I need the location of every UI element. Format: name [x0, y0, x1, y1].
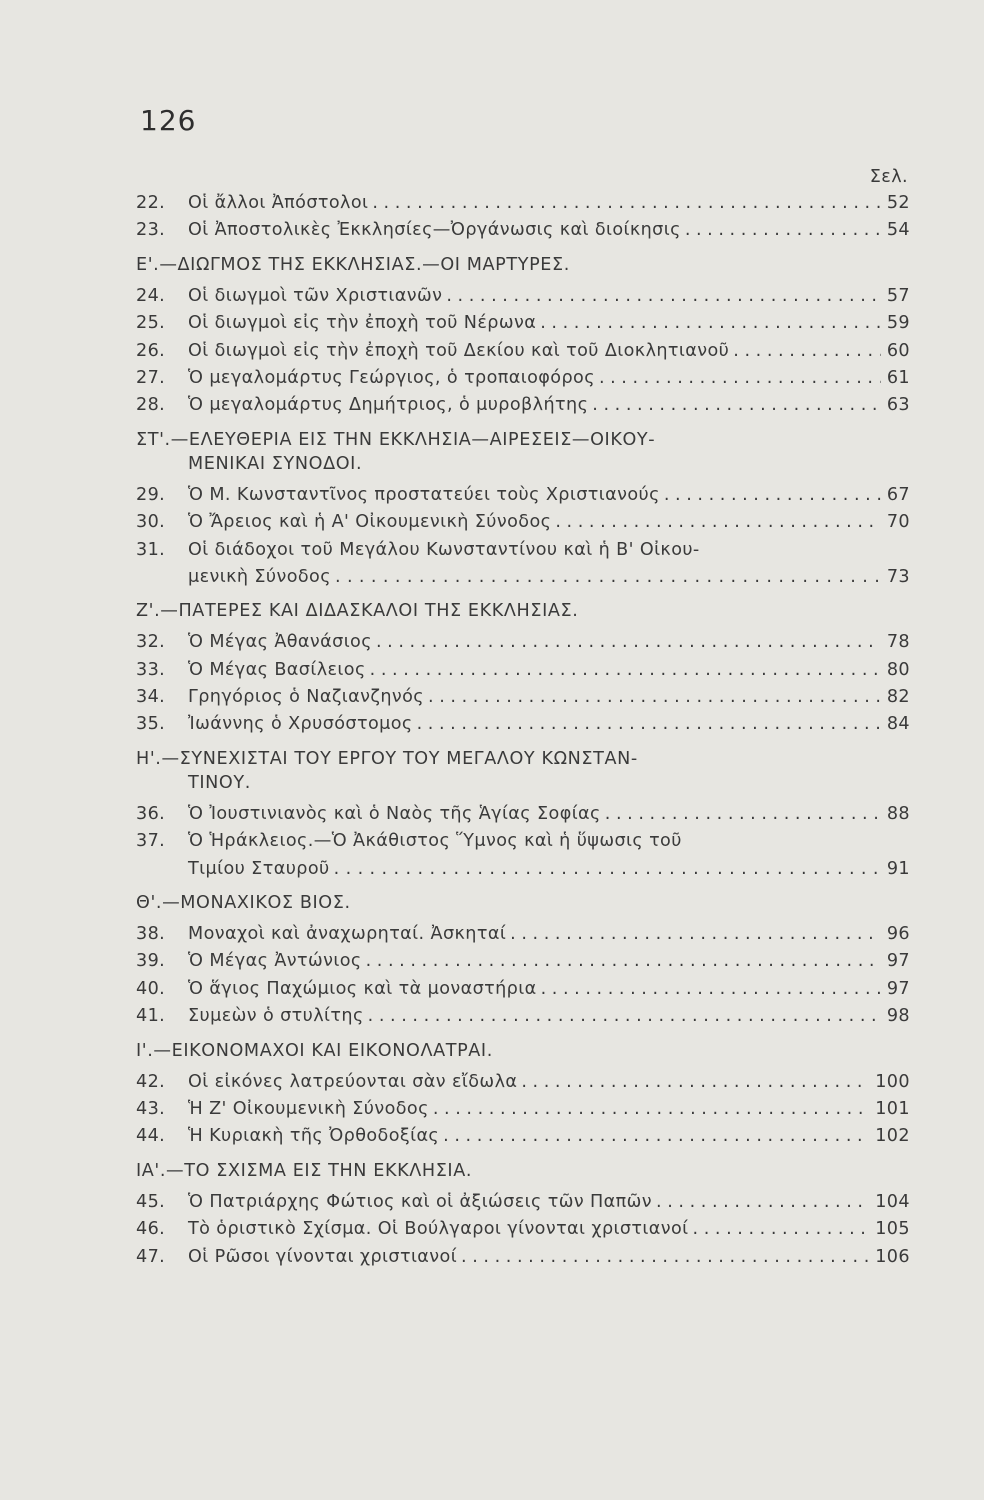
leader-dots	[366, 948, 881, 975]
entry-title: Ὁ Μέγας Βασίλειος	[188, 659, 366, 680]
entry-title: Γρηγόριος ὁ Ναζιανζηνός	[188, 687, 425, 708]
entry-title: Ὁ Μ. Κωνσταντῖνος προστατεύει τοὺς Χριστιανούς	[188, 484, 660, 505]
toc-entry	[136, 948, 910, 975]
leader-dots	[334, 856, 881, 883]
section-heading: ΣΤ'.—ΕΛΕΥΘΕΡΙΑ ΕΙΣ ΤΗΝ ΕΚΚΛΗΣΙΑ—ΑΙΡΕΣΕΙΣ—ΟΙΚΟΥ-	[136, 429, 656, 450]
toc-entry	[136, 1244, 910, 1271]
entry-number: 34.	[136, 687, 166, 708]
leader-dots	[592, 392, 881, 419]
entry-number: 43.	[136, 1098, 166, 1119]
entry-number: 40.	[136, 978, 166, 999]
entry-title: Ὁ μεγαλομάρτυς Γεώργιος, ὁ τροπαιοφόρος	[188, 367, 595, 388]
entry-page: 63	[886, 395, 910, 416]
toc-entry	[136, 482, 910, 509]
leader-dots	[417, 711, 881, 738]
section-heading-continuation: ΤΙΝΟΥ.	[188, 772, 251, 793]
entry-title: Οἱ Ρῶσοι γίνονται χριστιανοί	[188, 1246, 458, 1267]
section-heading: Ε'.—ΔΙΩΓΜΟΣ ΤΗΣ ΕΚΚΛΗΣΙΑΣ.—ΟΙ ΜΑΡΤΥΡΕΣ.	[136, 254, 570, 275]
section-heading-continuation: ΜΕΝΙΚΑΙ ΣΥΝΟΔΟΙ.	[188, 453, 363, 474]
leader-dots	[376, 629, 881, 656]
leader-dots	[461, 1244, 869, 1271]
entry-title: Ὁ Ἰουστινιανὸς καὶ ὁ Ναὸς τῆς Ἁγίας Σοφίας	[188, 803, 601, 824]
leader-dots	[605, 801, 881, 828]
entry-page: 97	[886, 978, 910, 999]
entry-title-continuation: μενικὴ Σύνοδος	[188, 566, 331, 587]
entry-number: 39.	[136, 951, 166, 972]
entry-page: 52	[886, 193, 910, 213]
leader-dots	[685, 217, 881, 244]
entry-number: 47.	[136, 1246, 166, 1267]
entry-page: 73	[886, 566, 910, 587]
toc-entry	[136, 801, 910, 828]
entry-page: 84	[886, 714, 910, 735]
leader-dots	[335, 564, 881, 591]
toc-entry	[136, 657, 910, 684]
toc-entry	[136, 392, 910, 419]
entry-title: Ἡ Κυριακὴ τῆς Ὀρθοδοξίας	[188, 1126, 440, 1147]
entry-title: Οἱ διάδοχοι τοῦ Μεγάλου Κωνσταντίνου καὶ ἡ Β' Οἰκου-	[188, 539, 700, 560]
entry-title: Συμεὼν ὁ στυλίτης	[188, 1006, 364, 1027]
entry-number: 29.	[136, 484, 166, 505]
leader-dots	[599, 365, 881, 392]
leader-dots	[368, 1003, 881, 1030]
entry-number: 31.	[136, 539, 166, 560]
entry-title: Μοναχοὶ καὶ ἀναχωρηταί. Ἀσκηταί	[188, 924, 507, 945]
toc-entry	[136, 1216, 910, 1243]
leader-dots	[510, 921, 881, 948]
entry-number: 45.	[136, 1191, 166, 1212]
entry-page: 78	[886, 632, 910, 653]
entry-title: Ἰωάννης ὁ Χρυσόστομος	[188, 714, 413, 735]
page-column-header: Σελ.	[869, 167, 908, 187]
entry-number: 25.	[136, 313, 166, 334]
toc-entry-continuation	[136, 564, 910, 591]
entry-page: 96	[886, 924, 910, 945]
entry-number: 33.	[136, 659, 166, 680]
entry-page: 67	[886, 484, 910, 505]
entry-page: 57	[886, 285, 910, 306]
toc-entry	[136, 190, 910, 217]
entry-title: Οἱ διωγμοὶ εἰς τὴν ἐποχὴ τοῦ Νέρωνα	[188, 313, 537, 334]
toc-entry	[136, 684, 910, 711]
entry-page: 106	[875, 1246, 910, 1267]
toc-entry	[136, 217, 910, 244]
leader-dots	[664, 482, 881, 509]
entry-page: 97	[886, 951, 910, 972]
table-of-contents	[136, 164, 910, 1271]
entry-number: 30.	[136, 512, 166, 533]
toc-entry	[136, 310, 910, 337]
entry-page: 61	[886, 367, 910, 388]
leader-dots	[370, 657, 881, 684]
section-heading: ΙΑ'.—ΤΟ ΣΧΙΣΜΑ ΕΙΣ ΤΗΝ ΕΚΚΛΗΣΙΑ.	[136, 1160, 473, 1181]
entry-page: 60	[886, 340, 910, 361]
toc-entry	[136, 1069, 910, 1096]
entry-page: 100	[875, 1071, 910, 1092]
entry-title: Οἱ διωγμοὶ εἰς τὴν ἐποχὴ τοῦ Δεκίου καὶ τοῦ Διοκλητιανοῦ	[188, 340, 730, 361]
entry-number: 41.	[136, 1006, 166, 1027]
entry-title: Οἱ Ἀποστολικὲς Ἐκκλησίες—Ὀργάνωσις καὶ διοίκησις	[188, 220, 681, 241]
toc-entry	[136, 711, 910, 738]
leader-dots	[521, 1069, 869, 1096]
entry-number: 32.	[136, 632, 166, 653]
section-heading: Η'.—ΣΥΝΕΧΙΣΤΑΙ ΤΟΥ ΕΡΓΟΥ ΤΟΥ ΜΕΓΑΛΟΥ ΚΩΝΣΤΑΝ-	[136, 748, 638, 769]
entry-title: Ὁ Ἄρειος καὶ ἡ Α' Οἰκουμενικὴ Σύνοδος	[188, 512, 552, 533]
entry-page: 101	[875, 1098, 910, 1119]
entry-title: Ὁ Πατριάρχης Φώτιος καὶ οἱ ἀξιώσεις τῶν Παπῶν	[188, 1191, 653, 1212]
entry-title: Οἱ ἄλλοι Ἀπόστολοι	[188, 193, 369, 213]
entry-title: Ὁ Μέγας Ἀντώνιος	[188, 951, 362, 972]
leader-dots	[541, 976, 881, 1003]
entry-title-continuation: Τιμίου Σταυροῦ	[188, 858, 330, 879]
entry-title: Ὁ Μέγας Ἀθανάσιος	[188, 632, 372, 653]
toc-entry	[136, 921, 910, 948]
toc-entry	[136, 1189, 910, 1216]
leader-dots	[656, 1189, 869, 1216]
entry-title: Τὸ ὁριστικὸ Σχίσμα. Οἱ Βούλγαροι γίνονται χριστιανοί	[188, 1219, 689, 1240]
toc-entry	[136, 338, 910, 365]
leader-dots	[555, 509, 880, 536]
toc-entry	[136, 1123, 910, 1150]
leader-dots	[540, 310, 881, 337]
toc-entry	[136, 1003, 910, 1030]
entry-title: Ὁ μεγαλομάρτυς Δημήτριος, ὁ μυροβλήτης	[188, 395, 589, 416]
entry-page: 70	[886, 512, 910, 533]
entry-page: 105	[875, 1219, 910, 1240]
leader-dots	[372, 190, 880, 217]
entry-number: 27.	[136, 367, 166, 388]
entry-page: 98	[886, 1006, 910, 1027]
leader-dots	[733, 338, 881, 365]
entry-number: 44.	[136, 1126, 166, 1147]
entry-page: 82	[886, 687, 910, 708]
entry-page: 91	[886, 858, 910, 879]
entry-page: 102	[875, 1126, 910, 1147]
entry-number: 24.	[136, 285, 166, 306]
toc-entry	[136, 537, 910, 564]
entry-number: 22.	[136, 193, 166, 213]
section-heading: Ι'.—ΕΙΚΟΝΟΜΑΧΟΙ ΚΑΙ ΕΙΚΟΝΟΛΑΤΡΑΙ.	[136, 1040, 493, 1061]
leader-dots	[693, 1216, 870, 1243]
toc-entry	[136, 283, 910, 310]
toc-entry	[136, 509, 910, 536]
leader-dots	[428, 684, 881, 711]
entry-title: Οἱ εἰκόνες λατρεύονται σὰν εἴδωλα	[188, 1071, 518, 1092]
toc-entry	[136, 1096, 910, 1123]
toc-entry	[136, 828, 910, 855]
entry-number: 36.	[136, 803, 166, 824]
entry-number: 28.	[136, 395, 166, 416]
entry-number: 26.	[136, 340, 166, 361]
entry-number: 23.	[136, 220, 166, 241]
entry-number: 37.	[136, 831, 166, 852]
toc-entry	[136, 365, 910, 392]
entry-title: Ἡ Ζ' Οἰκουμενικὴ Σύνοδος	[188, 1098, 429, 1119]
section-heading: Θ'.—ΜΟΝΑΧΙΚΟΣ ΒΙΟΣ.	[136, 893, 351, 914]
toc-entry	[136, 629, 910, 656]
entry-number: 35.	[136, 714, 166, 735]
section-heading: Ζ'.—ΠΑΤΕΡΕΣ ΚΑΙ ΔΙΔΑΣΚΑΛΟΙ ΤΗΣ ΕΚΚΛΗΣΙΑΣ.	[136, 601, 579, 622]
entry-number: 38.	[136, 924, 166, 945]
page-number: 126	[140, 104, 197, 137]
entry-title: Οἱ διωγμοὶ τῶν Χριστιανῶν	[188, 285, 443, 306]
entry-page: 54	[886, 220, 910, 241]
entry-title: Ὁ Ἡράκλειος.—Ὁ Ἀκάθιστος Ὕμνος καὶ ἡ ὕψωσις τοῦ	[188, 831, 682, 852]
toc-entry-continuation	[136, 856, 910, 883]
entry-page: 104	[875, 1191, 910, 1212]
toc-entry	[136, 976, 910, 1003]
entry-number: 42.	[136, 1071, 166, 1092]
entry-number: 46.	[136, 1219, 166, 1240]
entry-title: Ὁ ἅγιος Παχώμιος καὶ τὰ μοναστήρια	[188, 978, 537, 999]
leader-dots	[446, 283, 880, 310]
leader-dots	[433, 1096, 869, 1123]
entry-page: 88	[886, 803, 910, 824]
entry-page: 80	[886, 659, 910, 680]
leader-dots	[443, 1123, 869, 1150]
entry-page: 59	[886, 313, 910, 334]
